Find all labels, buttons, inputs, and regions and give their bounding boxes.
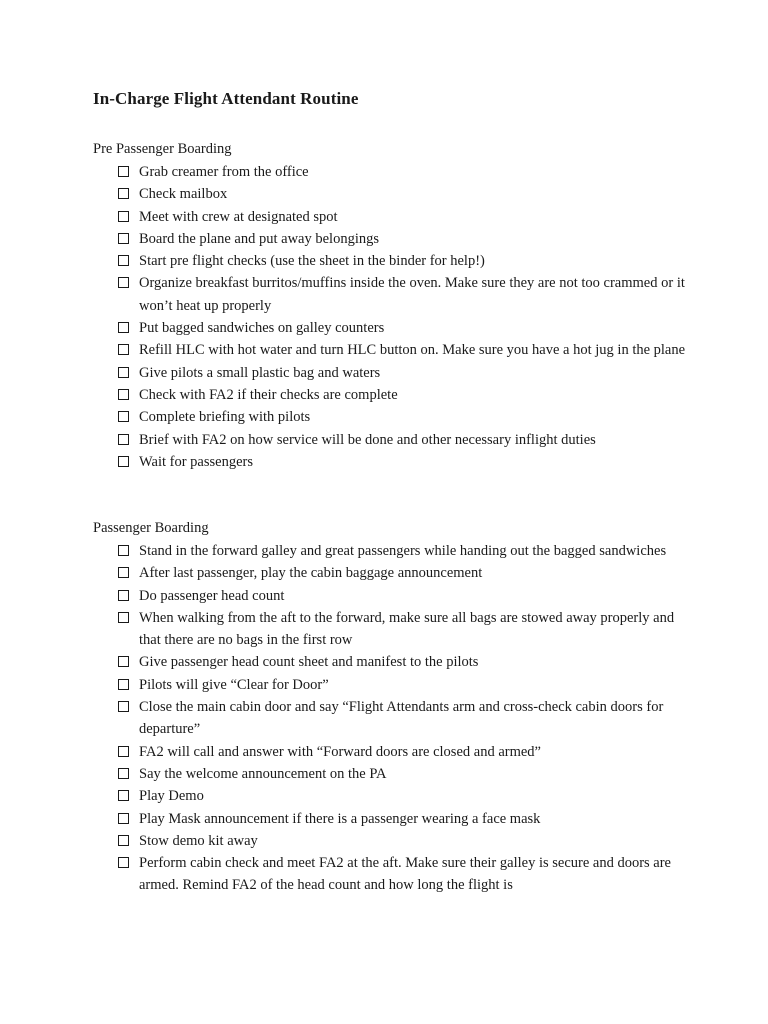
checklist-item [93, 206, 699, 228]
page-title: In-Charge Flight Attendant Routine [93, 89, 359, 108]
checkbox-icon[interactable] [118, 411, 129, 422]
checkbox-icon[interactable] [118, 188, 129, 199]
checklist-item [93, 830, 699, 852]
checklist-item-text: Stow demo kit away [139, 832, 258, 849]
checkbox-icon[interactable] [118, 344, 129, 355]
checkbox-icon[interactable] [118, 277, 129, 288]
checklist-item [93, 339, 699, 361]
checkbox-icon[interactable] [118, 456, 129, 467]
checklist-item-text: Play Mask announcement if there is a passenger wearing a face mask [139, 810, 541, 827]
checklist-item-text: Board the plane and put away belongings [139, 230, 379, 247]
checklist-item-text: FA2 will call and answer with “Forward doors are closed and armed” [139, 743, 541, 760]
checklist-item-text: Meet with crew at designated spot [139, 208, 338, 225]
checkbox-icon[interactable] [118, 612, 129, 623]
checkbox-icon[interactable] [118, 857, 129, 868]
section-passenger-boarding [93, 518, 693, 897]
checklist-item-text: Check mailbox [139, 186, 228, 203]
section-pre-passenger-boarding [93, 139, 693, 473]
checkbox-icon[interactable] [118, 590, 129, 601]
checklist-item [93, 808, 699, 830]
checklist-item [93, 674, 699, 696]
checkbox-icon[interactable] [118, 545, 129, 556]
checklist-item-text: Grab creamer from the office [139, 164, 309, 180]
checklist-item-text: Pilots will give “Clear for Door” [139, 676, 329, 693]
checklist-item-text: After last passenger, play the cabin baggage announcement [139, 565, 483, 582]
checklist-item-text: Check with FA2 if their checks are complete [139, 386, 398, 403]
checkbox-icon[interactable] [118, 813, 129, 824]
checklist-item [93, 540, 699, 562]
checklist-item-text: Put bagged sandwiches on galley counters [139, 320, 385, 337]
checklist-item-text: Perform cabin check and meet FA2 at the aft. Make sure their galley is secure and doors are armed. Remind FA2 of the head count and how long the flight is [139, 855, 671, 894]
checklist-item [93, 562, 699, 584]
checklist-item [93, 429, 699, 451]
checklist-item-text: Give passenger head count sheet and manifest to the pilots [139, 654, 479, 671]
checklist-item-text: Say the welcome announcement on the PA [139, 765, 387, 782]
checklist-item [93, 451, 699, 473]
checkbox-icon[interactable] [118, 233, 129, 244]
checkbox-icon[interactable] [118, 790, 129, 801]
checkbox-icon[interactable] [118, 389, 129, 400]
checklist-item-text: Close the main cabin door and say “Flight Attendants arm and cross-check cabin doors for departure” [139, 699, 664, 738]
checklist-item [93, 741, 699, 763]
checkbox-icon[interactable] [118, 322, 129, 333]
section-heading: Passenger Boarding [93, 520, 209, 536]
checklist-item [93, 183, 699, 205]
checklist-item-text: Do passenger head count [139, 587, 285, 604]
checklist-item [93, 651, 699, 673]
checkbox-icon[interactable] [118, 701, 129, 712]
checklist-item [93, 250, 699, 272]
checklist-item [93, 384, 699, 406]
checklist-item-text: Start pre flight checks (use the sheet in the binder for help!) [139, 253, 485, 270]
checklist-item-text: Brief with FA2 on how service will be done and other necessary inflight duties [139, 431, 596, 448]
checklist-item [93, 785, 699, 807]
checklist-item [93, 228, 699, 250]
checklist-item [93, 362, 699, 384]
checkbox-icon[interactable] [118, 746, 129, 757]
checklist-item-text: Play Demo [139, 788, 204, 805]
checkbox-icon[interactable] [118, 434, 129, 445]
checklist-item-text: Refill HLC with hot water and turn HLC button on. Make sure you have a hot jug in the plane [139, 342, 686, 359]
checkbox-icon[interactable] [118, 211, 129, 222]
checklist-item-text: Wait for passengers [139, 453, 253, 470]
checkbox-icon[interactable] [118, 166, 129, 177]
checklist-item [93, 317, 699, 339]
checklist-item-text: Stand in the forward galley and great passengers while handing out the bagged sandwiches [139, 543, 667, 559]
checklist-item [93, 406, 699, 428]
checklist-item [93, 161, 699, 183]
checklist-item [93, 585, 699, 607]
checkbox-icon[interactable] [118, 367, 129, 378]
section-heading: Pre Passenger Boarding [93, 141, 232, 157]
checklist-item-text: Organize breakfast burritos/muffins inside the oven. Make sure they are not too crammed or it won’t heat up properly [139, 275, 685, 314]
checklist-item [93, 852, 699, 897]
checkbox-icon[interactable] [118, 255, 129, 266]
checkbox-icon[interactable] [118, 835, 129, 846]
checklist-item [93, 696, 699, 741]
checkbox-icon[interactable] [118, 679, 129, 690]
checklist-item [93, 272, 699, 317]
checklist-item [93, 763, 699, 785]
checklist-item-text: Give pilots a small plastic bag and waters [139, 364, 381, 381]
checklist [93, 161, 693, 473]
checklist-item-text: When walking from the aft to the forward, make sure all bags are stowed away properly and that there are no bags in the first row [139, 609, 675, 649]
checklist-item-text: Complete briefing with pilots [139, 409, 311, 426]
checklist-item [93, 607, 699, 652]
checklist [93, 540, 693, 897]
checkbox-icon[interactable] [118, 656, 129, 667]
checkbox-icon[interactable] [118, 768, 129, 779]
checkbox-icon[interactable] [118, 567, 129, 578]
